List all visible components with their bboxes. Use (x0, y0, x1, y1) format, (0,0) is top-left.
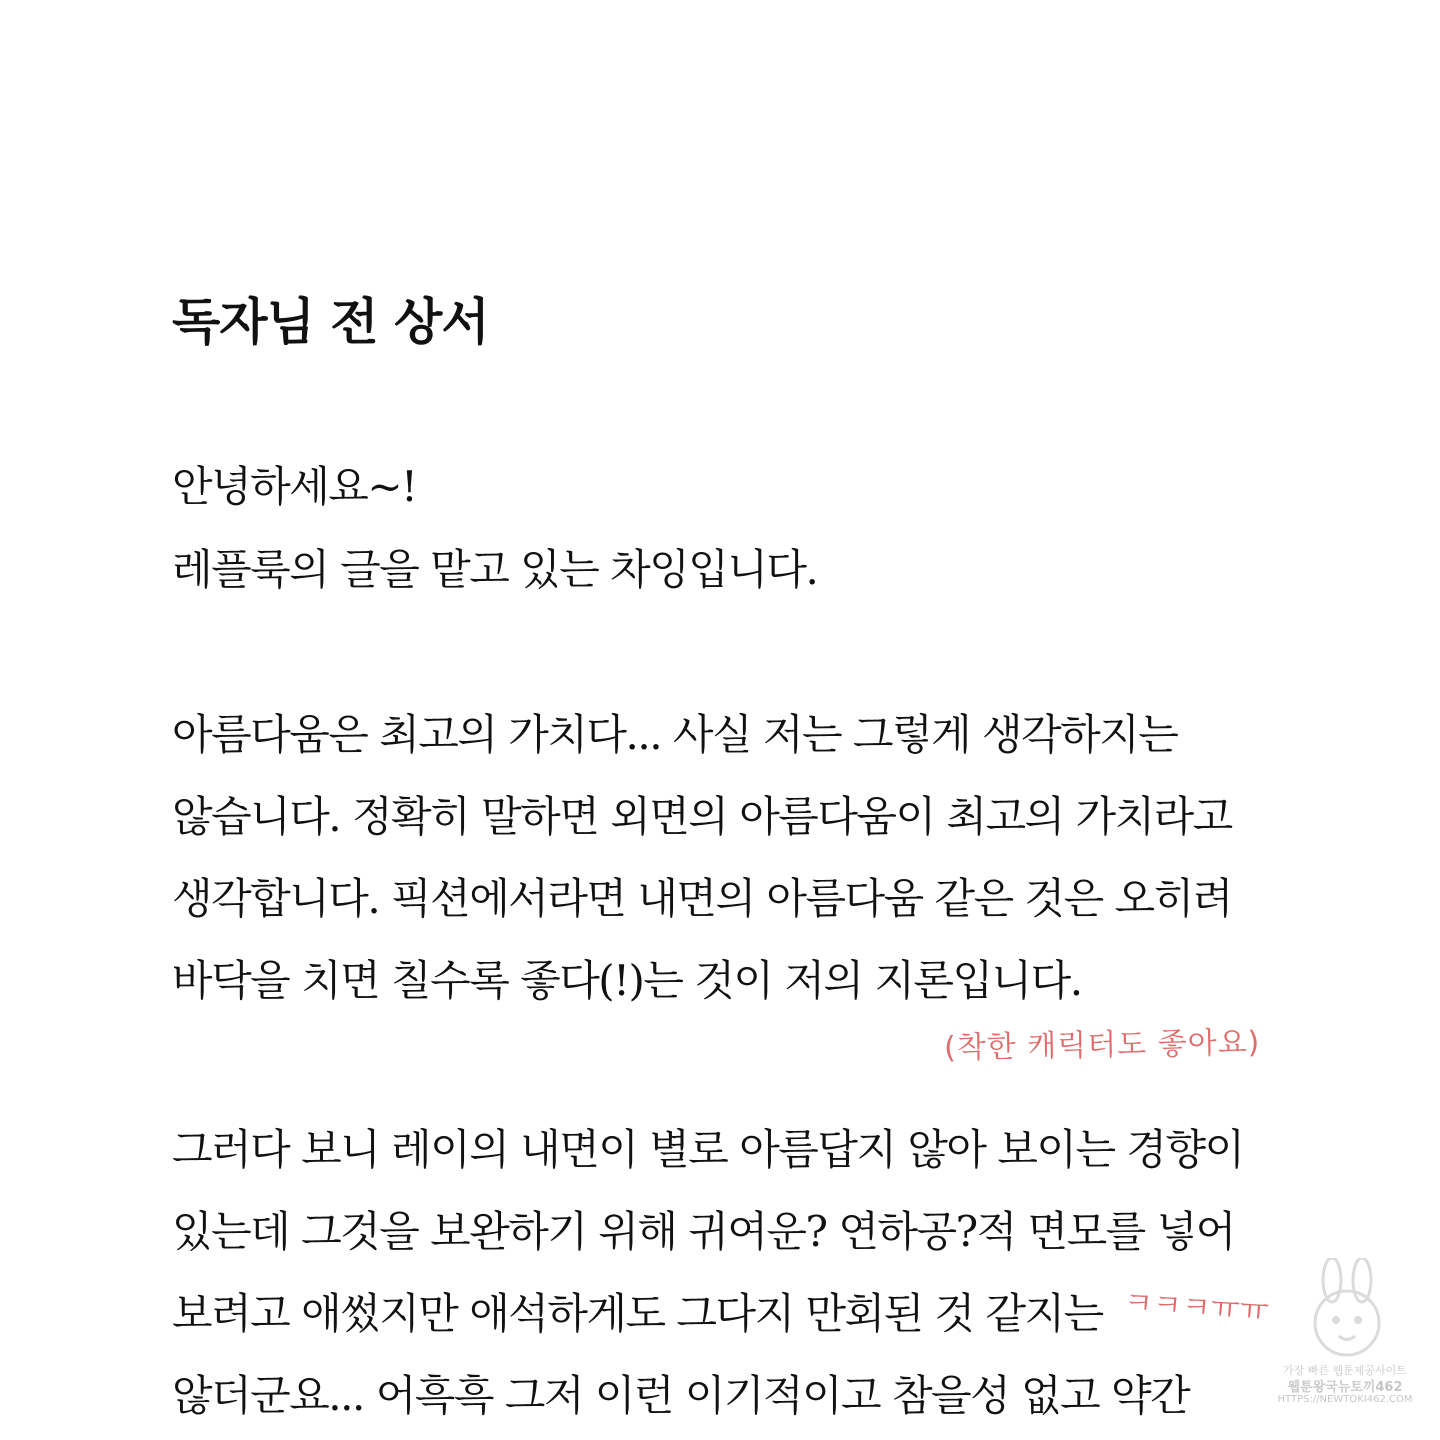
paragraph-2-line-3: 생각합니다. 픽션에서라면 내면의 아름다움 같은 것은 오히려 (172, 874, 1232, 923)
paragraph-2-line-1: 아름다움은 최고의 가치다... 사실 저는 그렇게 생각하지는 (172, 710, 1178, 759)
paragraph-3-line-4: 않더군요... 어흑흑 그저 이런 이기적이고 참을성 없고 약간 (172, 1371, 1190, 1420)
paragraph-3-line-1: 그러다 보니 레이의 내면이 별로 아름답지 않아 보이는 경향이 (172, 1125, 1244, 1174)
paragraph-3-line-2: 있는데 그것을 보완하기 위해 귀여운? 연하공?적 면모를 넣어 (172, 1207, 1235, 1256)
watermark-site-name: 웹툰왕국뉴토끼462 (1287, 1380, 1403, 1395)
paragraph-2-line-2: 않습니다. 정확히 말하면 외면의 아름다움이 최고의 가치라고 (172, 792, 1232, 841)
letter-title: 독자님 전 상서 (172, 292, 489, 351)
greeting-line-1: 안녕하세요~! (172, 462, 417, 511)
paragraph-2-line-4: 바닥을 치면 칠수록 좋다(!)는 것이 저의 지론입니다. (172, 956, 1082, 1005)
bunny-mascot-icon (1292, 1258, 1402, 1368)
watermark-tagline: 가장 빠른 웹툰제공사이트 (1283, 1364, 1407, 1377)
greeting-line-2: 레플룩의 글을 맡고 있는 차잉입니다. (172, 545, 818, 594)
site-watermark (1270, 1258, 1420, 1418)
handwritten-note-laugh-cry: ㅋㅋㅋㅠㅠ (1122, 1284, 1270, 1331)
watermark-url: HTTPS://NEWTOKI462.COM (1277, 1394, 1413, 1405)
paragraph-3-line-3: 보려고 애썼지만 애석하게도 그다지 만회된 것 같지는 (172, 1289, 1103, 1338)
handwritten-note-good-characters: (착한 캐릭터도 좋아요) (943, 1025, 1261, 1066)
